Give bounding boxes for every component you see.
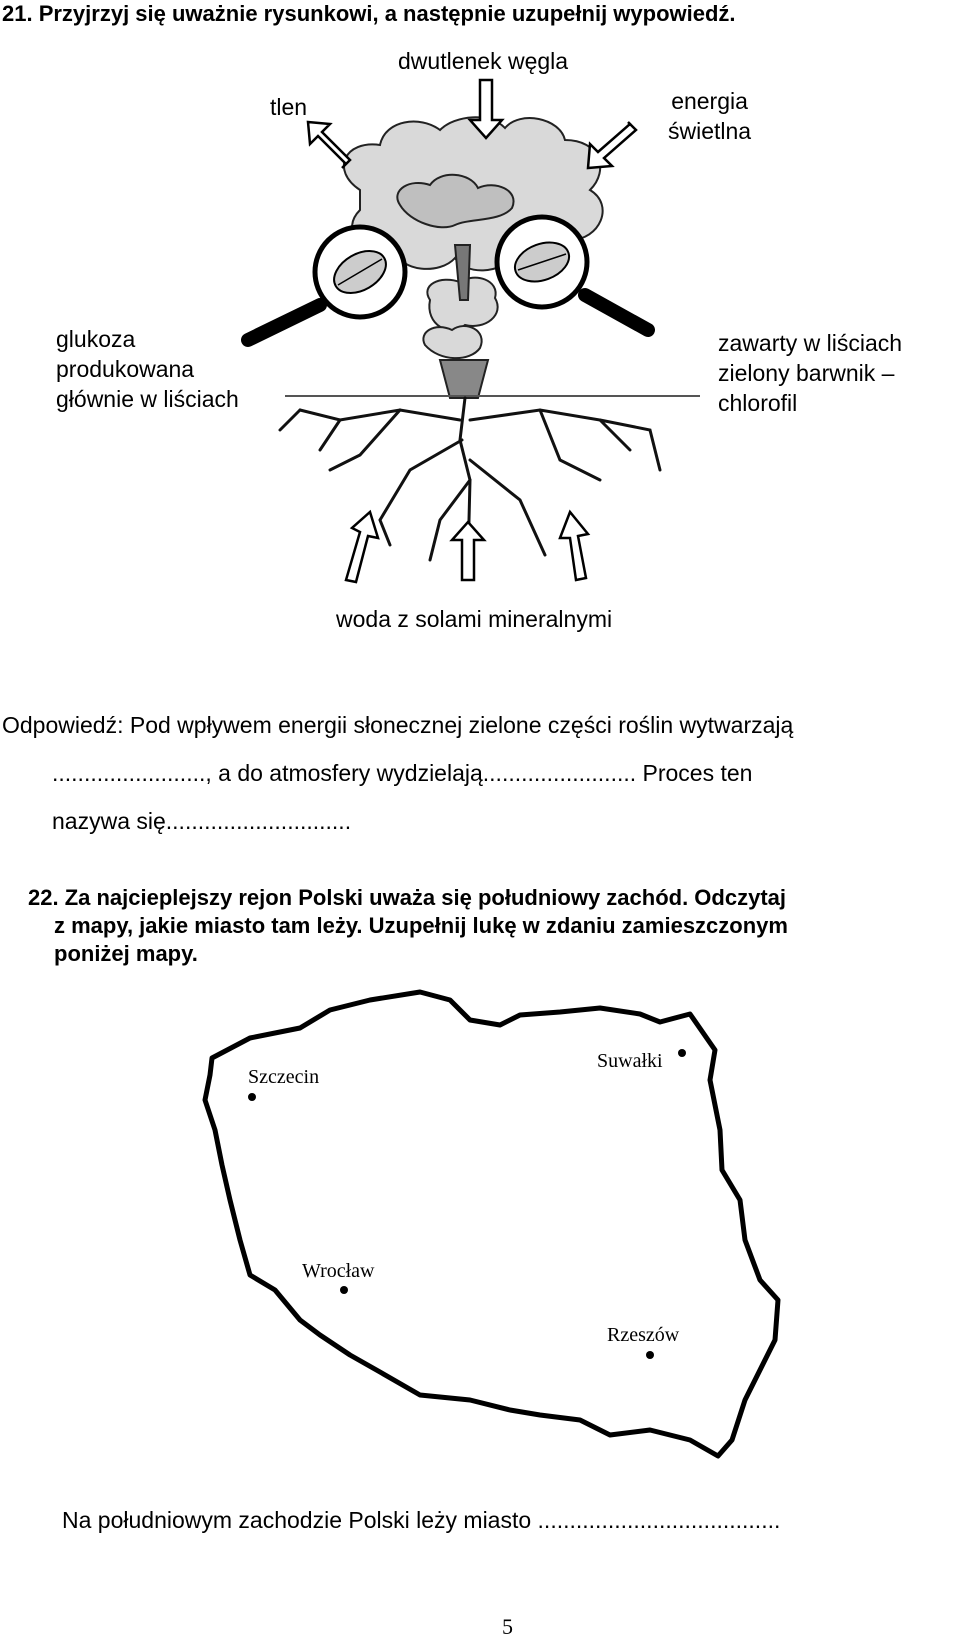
city-label-rzeszow: Rzeszów: [607, 1324, 680, 1346]
label-glucose: [56, 324, 239, 414]
label-chloro-line1: zawarty w liściach: [718, 330, 903, 356]
question-21-title: 21. Przyjrzyj się uważnie rysunkowi, a następnie uzupełnij wypowiedź.: [2, 1, 736, 26]
label-glucose-line3: głównie w liściach: [56, 386, 239, 412]
poland-map: [0, 980, 960, 1500]
magnifier-right: [497, 217, 648, 330]
light-arrow-icon: [588, 122, 636, 168]
water-arrow-right-icon: [560, 512, 588, 580]
label-light-energy: [668, 86, 751, 146]
oxygen-arrow-icon: [308, 122, 350, 168]
label-carbon-dioxide: dwutlenek węgla: [398, 48, 569, 74]
label-chloro-line2: zielony barwnik –: [718, 360, 895, 386]
water-arrow-center-icon: [452, 522, 484, 580]
answer-line-2: ........................, a do atmosfery wydzielają........................ Proces ten: [52, 760, 753, 786]
city-dot-szczecin: [248, 1093, 256, 1101]
answer-line-3: nazywa się.............................: [52, 808, 352, 834]
label-light-line2: świetlna: [668, 118, 752, 144]
q22-answer-sentence: Na południowym zachodzie Polski leży miasto ......................................: [62, 1507, 781, 1533]
city-dot-wroclaw: [340, 1286, 348, 1294]
city-label-szczecin: Szczecin: [248, 1066, 320, 1088]
q22-title-line3: poniżej mapy.: [54, 941, 198, 966]
city-dot-suwalki: [678, 1049, 686, 1057]
answer-line-1: Odpowiedź: Pod wpływem energii słonecznej zielone części roślin wytwarzają: [2, 712, 794, 738]
label-glucose-line2: produkowana: [56, 356, 195, 382]
city-label-wroclaw: Wrocław: [302, 1260, 375, 1282]
magnifier-left: [248, 227, 405, 340]
water-arrow-left-icon: [346, 512, 378, 582]
page-number: 5: [502, 1614, 513, 1639]
q22-title-line1: 22. Za najcieplejszy rejon Polski uważa się południowy zachód. Odczytaj: [28, 885, 787, 910]
city-label-suwalki: Suwałki: [597, 1050, 663, 1072]
label-light-line1: energia: [671, 88, 748, 114]
label-chloro-line3: chlorofil: [718, 390, 798, 416]
q22-title-line2: z mapy, jakie miasto tam leży. Uzupełnij lukę w zdaniu zamieszczonym: [54, 913, 788, 938]
question-22-title: [28, 884, 788, 968]
label-water: woda z solami mineralnymi: [336, 606, 613, 632]
label-oxygen: tlen: [270, 94, 308, 120]
city-dot-rzeszow: [646, 1351, 654, 1359]
label-chlorophyll: [718, 328, 902, 418]
poland-outline: [205, 992, 778, 1456]
label-glucose-line1: glukoza: [56, 326, 136, 352]
